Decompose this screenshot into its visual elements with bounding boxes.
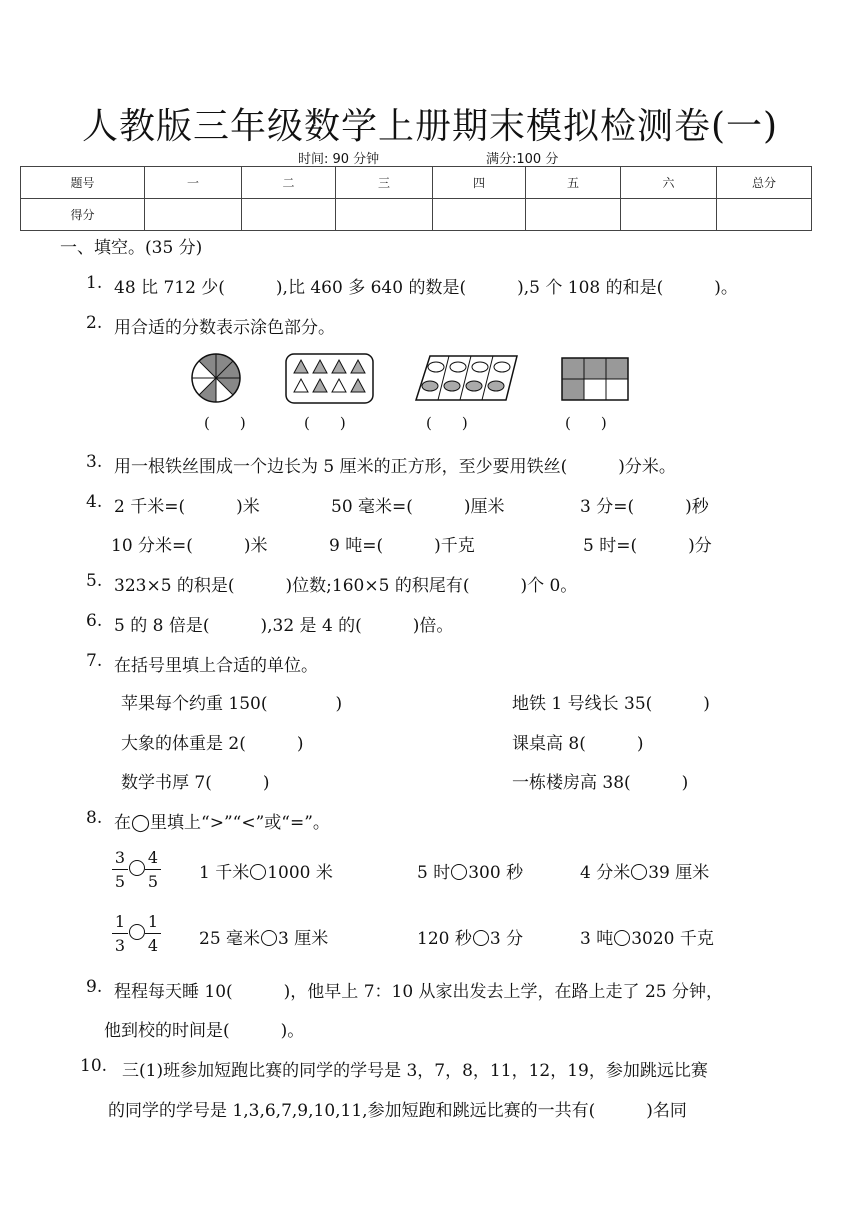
compare-circle-icon[interactable] [250, 864, 266, 880]
fraction-figures [186, 350, 646, 410]
question-10-line1: 三(1)班参加短跑比赛的同学的学号是 3，7，8，11，12，19，参加跳远比赛 [122, 1061, 708, 1081]
conversion-item: 9 吨=( )千克 [329, 536, 475, 556]
unit-item: 大象的体重是 2( ) [121, 734, 304, 754]
answer-blank[interactable]: ( ) [565, 414, 607, 432]
fraction-denominator: 3 [114, 936, 126, 955]
conversion-item: 3 分=( )秒 [580, 497, 709, 517]
header-cell: 五 [526, 167, 621, 199]
circle-figure [192, 354, 240, 402]
question-9-line1: 程程每天睡 10( )，他早上 7：10 从家出发去上学，在路上走了 25 分钟， [114, 982, 723, 1002]
question-1-text: 48 比 712 少( ),比 460 多 640 的数是( ),5 个 108 的和是( )。 [114, 278, 738, 298]
triangles-figure [286, 354, 373, 403]
answer-blank[interactable]: ( ) [204, 414, 246, 432]
comparison-right: 3020 千克 [631, 929, 714, 949]
grid-figure [562, 358, 628, 400]
header-cell: 六 [621, 167, 717, 199]
question-8-text: 在◯里填上“>”“<”或“=”。 [114, 813, 330, 833]
answer-blank[interactable]: ( ) [426, 414, 468, 432]
exam-time: 时间: 90 分钟 [298, 152, 380, 167]
comparison-right: 3 分 [489, 929, 524, 949]
unit-item: 一栋楼房高 38( ) [512, 773, 689, 793]
compare-circle-icon[interactable] [631, 864, 647, 880]
fraction-denominator: 4 [147, 936, 159, 955]
comparison-right: 1000 米 [267, 863, 333, 883]
score-cell[interactable] [242, 199, 336, 231]
score-row-label: 得分 [21, 199, 145, 231]
comparison-left: 25 毫米 [199, 929, 261, 949]
comparison-left: 1 千米 [199, 863, 250, 883]
question-3-text: 用一根铁丝围成一个边长为 5 厘米的正方形，至少要用铁丝( )分米。 [114, 457, 676, 477]
question-2-text: 用合适的分数表示涂色部分。 [114, 318, 335, 338]
comparison-item [417, 924, 523, 949]
conversion-item: 5 时=( )分 [583, 536, 712, 556]
fraction [145, 848, 161, 891]
fraction-numerator: 3 [114, 848, 126, 867]
comparison-item [580, 924, 714, 949]
header-cell: 四 [433, 167, 526, 199]
fraction-numerator: 4 [147, 848, 159, 867]
comparison-right: 39 厘米 [648, 863, 710, 883]
score-cell[interactable] [526, 199, 621, 231]
question-number: 8. [86, 808, 103, 828]
score-cell[interactable] [336, 199, 433, 231]
compare-circle-icon[interactable] [451, 864, 467, 880]
compare-circle-icon[interactable] [128, 923, 146, 942]
score-cell[interactable] [145, 199, 242, 231]
conversion-item: 10 分米=( )米 [111, 536, 268, 556]
header-cell: 总分 [717, 167, 812, 199]
ovals-figure [416, 356, 517, 400]
comparison-left: 5 时 [417, 863, 451, 883]
comparison-left: 4 分米 [580, 863, 631, 883]
conversion-item: 50 毫米=( )厘米 [331, 497, 505, 517]
comparison-left: 120 秒 [417, 929, 472, 949]
question-number: 2. [86, 313, 103, 333]
unit-item: 苹果每个约重 150( ) [121, 694, 343, 714]
fraction [145, 912, 161, 955]
comparison-item [199, 858, 333, 883]
unit-item: 地铁 1 号线长 35( ) [512, 694, 710, 714]
answer-blank[interactable]: ( ) [304, 414, 346, 432]
fraction-denominator: 5 [147, 872, 159, 891]
question-number: 1. [86, 273, 103, 293]
score-cell[interactable] [433, 199, 526, 231]
question-number: 9. [86, 977, 103, 997]
question-number: 3. [86, 452, 103, 472]
question-number: 7. [86, 651, 103, 671]
score-cell[interactable] [717, 199, 812, 231]
page-title: 人教版三年级数学上册期末模拟检测卷(一) [81, 106, 779, 147]
question-5-text: 323×5 的积是( )位数;160×5 的积尾有( )个 0。 [114, 576, 578, 596]
question-9-line2: 他到校的时间是( )。 [104, 1021, 305, 1041]
full-score: 满分:100 分 [486, 152, 559, 167]
comparison-item [580, 858, 709, 883]
compare-circle-icon[interactable] [614, 930, 630, 946]
header-cell: 题号 [21, 167, 145, 199]
comparison-right: 3 厘米 [278, 929, 329, 949]
score-table [20, 166, 812, 231]
question-number: 4. [86, 492, 103, 512]
compare-circle-icon[interactable] [261, 930, 277, 946]
header-cell: 二 [242, 167, 336, 199]
header-cell: 一 [145, 167, 242, 199]
compare-circle-icon[interactable] [473, 930, 489, 946]
question-7-text: 在括号里填上合适的单位。 [114, 656, 318, 676]
header-cell: 三 [336, 167, 433, 199]
question-6-text: 5 的 8 倍是( ),32 是 4 的( )倍。 [114, 616, 454, 636]
comparison-item [417, 858, 523, 883]
question-number: 6. [86, 611, 103, 631]
fraction-numerator: 1 [114, 912, 126, 931]
comparison-right: 300 秒 [468, 863, 524, 883]
fraction-denominator: 5 [114, 872, 126, 891]
unit-item: 课桌高 8( ) [512, 734, 644, 754]
score-cell[interactable] [621, 199, 717, 231]
fraction [112, 912, 128, 955]
fraction-numerator: 1 [147, 912, 159, 931]
score-table-score-row [21, 199, 812, 231]
compare-circle-icon[interactable] [128, 859, 146, 878]
comparison-item [199, 924, 328, 949]
question-number: 5. [86, 571, 103, 591]
conversion-item: 2 千米=( )米 [114, 497, 260, 517]
score-table-header-row [21, 167, 812, 199]
section-heading: 一、填空。(35 分) [60, 238, 203, 258]
question-10-line2: 的同学的学号是 1,3,6,7,9,10,11,参加短跑和跳远比赛的一共有( )名同 [108, 1101, 687, 1121]
fraction [112, 848, 128, 891]
unit-item: 数学书厚 7( ) [121, 773, 270, 793]
comparison-left: 3 吨 [580, 929, 614, 949]
question-number: 10. [80, 1056, 108, 1076]
